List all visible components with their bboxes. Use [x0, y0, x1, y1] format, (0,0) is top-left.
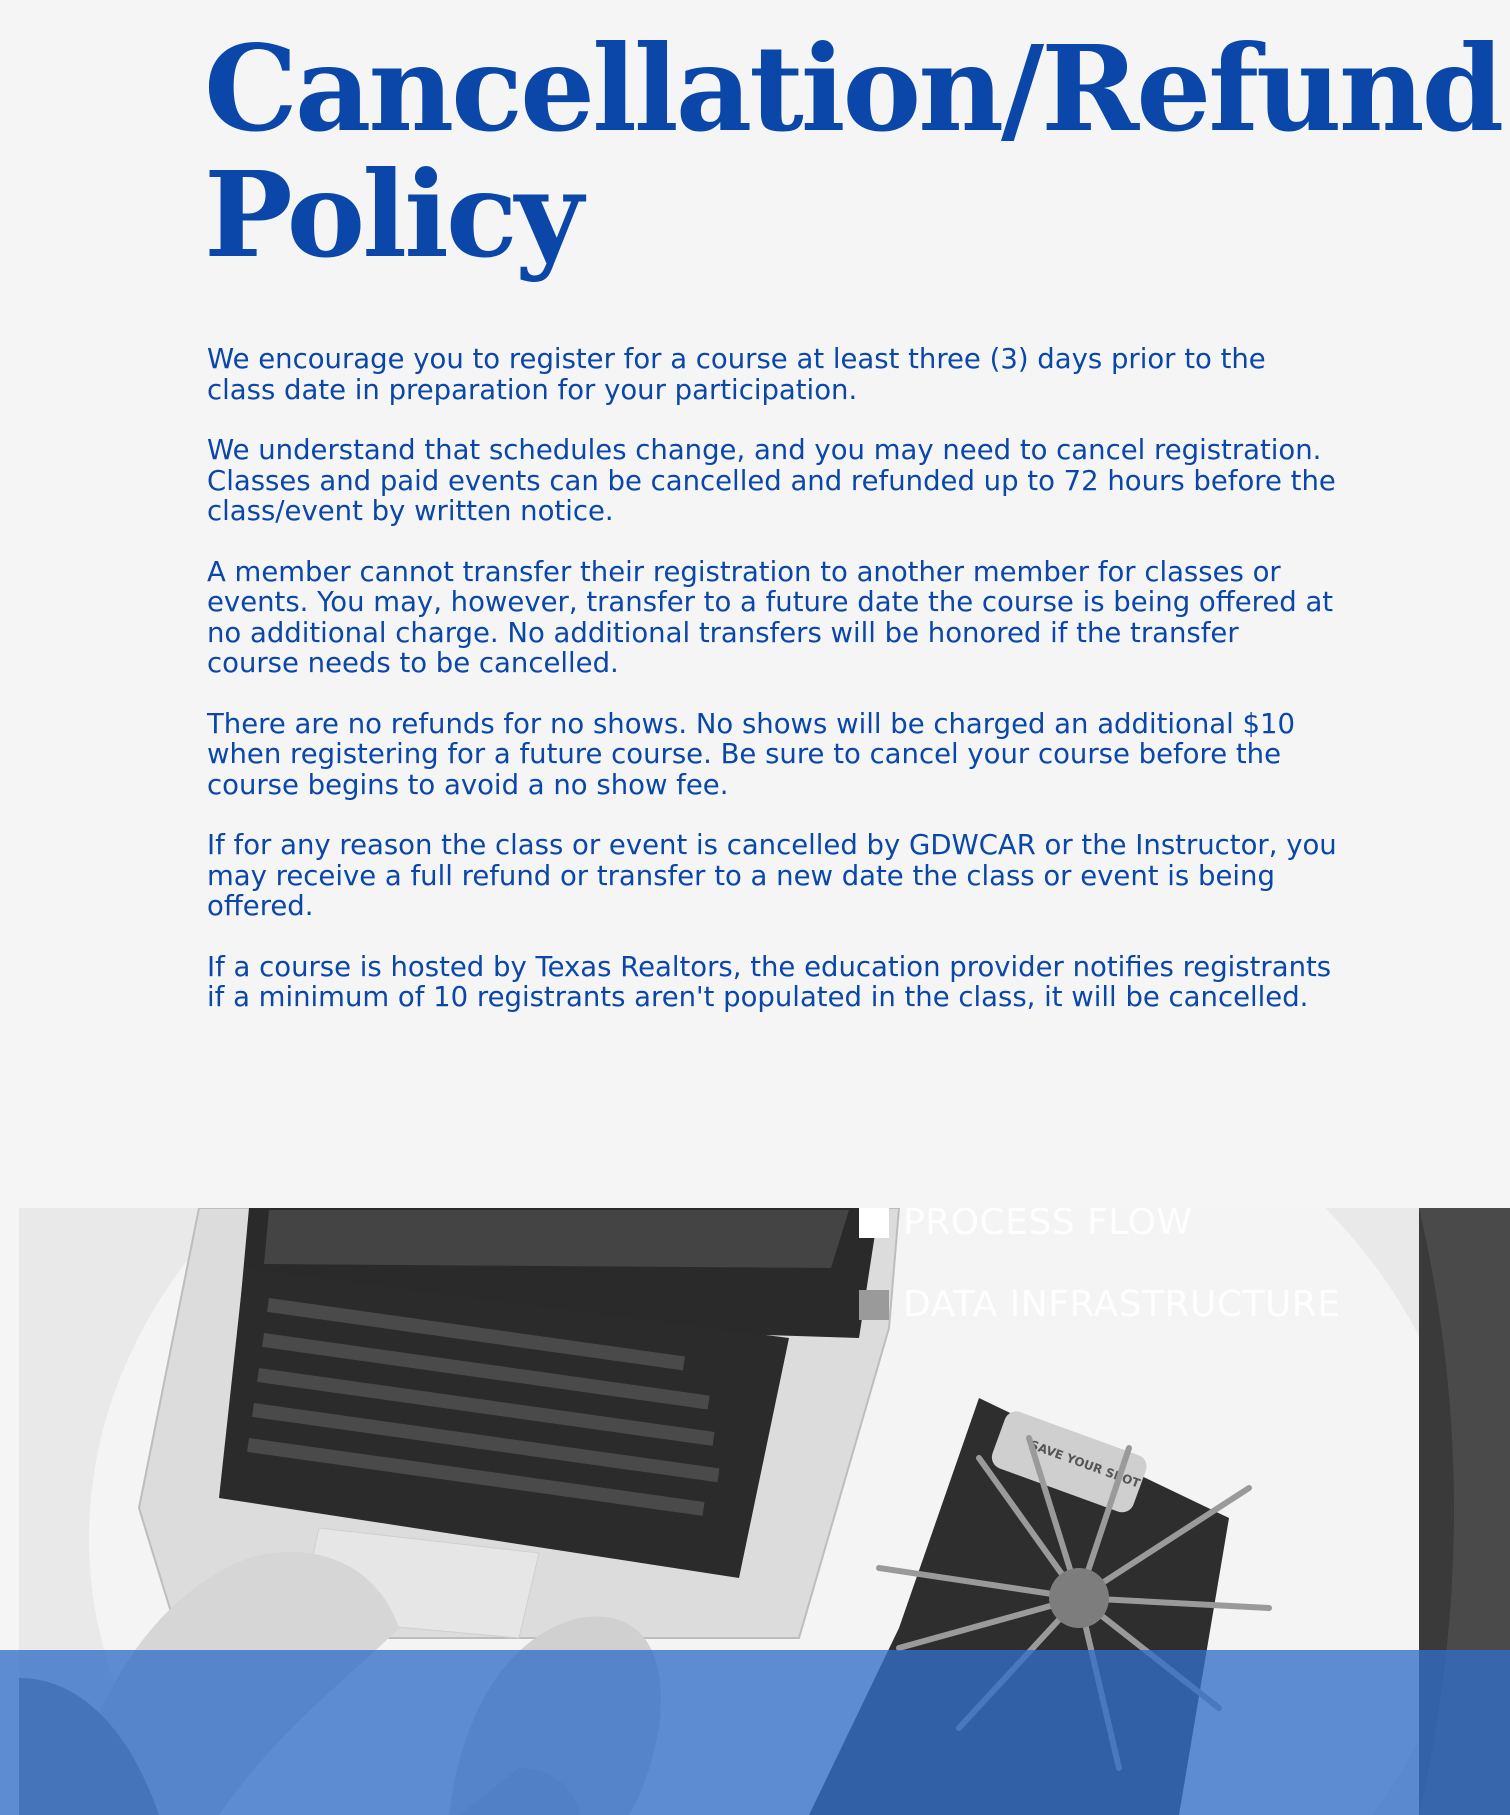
- policy-paragraph-organizer-cancellation: If for any reason the class or event is cancelled by GDWCAR or the Instructor, you may receive a full refund or transfer to a new date the class or event is being offered.: [207, 829, 1337, 922]
- legend-swatch-white: [859, 1208, 889, 1238]
- policy-paragraph-advance-registration: We encourage you to register for a course at least three (3) days prior to the class date in preparation for your participation.: [207, 343, 1266, 406]
- legend-swatch-gray: [859, 1290, 889, 1320]
- blue-overlay-band: [0, 1650, 1510, 1815]
- policy-paragraph-minimum-registrants: If a course is hosted by Texas Realtors, the education provider notifies registrants if a minimum of 10 registrants aren't populated in the class, it will be cancelled.: [207, 950, 1332, 1013]
- legend-item-process-flow: [859, 1208, 1193, 1243]
- policy-paragraph-transfers: A member cannot transfer their registration to another member for classes or events. You may, however, transfer to a future date the course is being offered at no additional charge. No additional transfers will be honored if the transfer course needs to be cancelled.: [207, 555, 1334, 679]
- legend-item-data-infrastructure: [859, 1284, 1341, 1325]
- policy-paragraph-cancellation: We understand that schedules change, and you may need to cancel registration. Classes and paid events can be cancelled and refunded up to 72 hours before the class/event by written notice.: [207, 434, 1336, 527]
- legend-label: PROCESS FLOW: [903, 1208, 1193, 1243]
- legend-label: DATA INFRASTRUCTURE: [903, 1284, 1341, 1325]
- policy-body: [207, 344, 1337, 1043]
- policy-paragraph-no-shows: There are no refunds for no shows. No shows will be charged an additional $10 when registering for a future course. Be sure to cancel your course before the course begins to avoid a no show fee.: [207, 707, 1296, 801]
- page-title: [204, 19, 1502, 284]
- card-text: SAVE YOUR SPOT: [1027, 1437, 1142, 1491]
- page-title-line-1: Cancellation/Refund: [204, 19, 1502, 158]
- page-title-line-2: Policy: [204, 145, 581, 284]
